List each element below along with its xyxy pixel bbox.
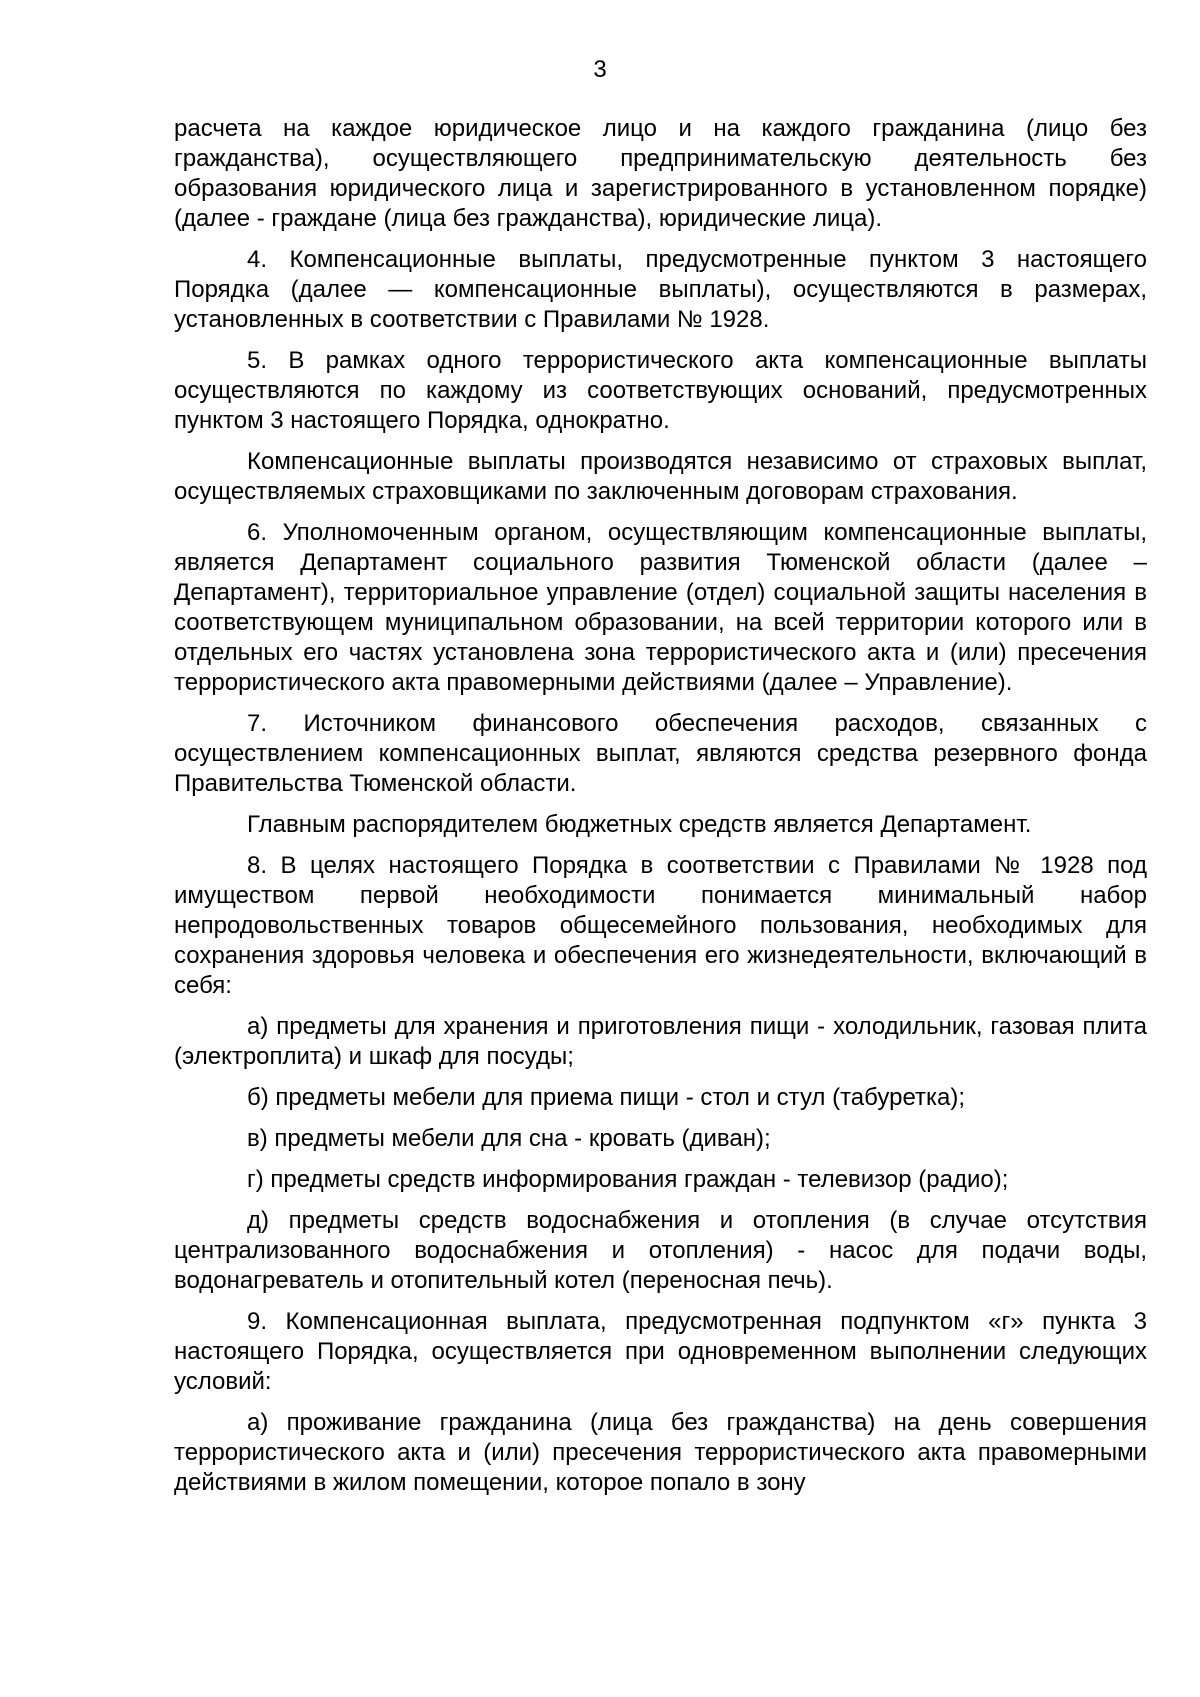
paragraph-item-7: 7. Источником финансового обеспечения расходов, связанных с осуществлением компенсационных выплат, являются средства резервного фонда Правительства Тюменской области. bbox=[174, 710, 1147, 797]
paragraph-item-8: 8. В целях настоящего Порядка в соответствии с Правилами № 1928 под имуществом первой необходимости понимается минимальный набор непродовольственных товаров общесемейного пользования, необходимых для сохранения здоровья человека и обеспечения его жизнедеятельности, включающий в себя: bbox=[174, 852, 1147, 999]
subitem-8d: д) предметы средств водоснабжения и отопления (в случае отсутствия централизованного водоснабжения и отопления) - насос для подачи воды, водонагреватель и отопительный котел (переносная печь). bbox=[174, 1207, 1147, 1294]
subitem-8g: г) предметы средств информирования граждан - телевизор (радио); bbox=[247, 1166, 1009, 1193]
subitem-8b: б) предметы мебели для приема пищи - стол и стул (табуретка); bbox=[247, 1084, 966, 1111]
paragraph-item-5: 5. В рамках одного террористического акта компенсационные выплаты осуществляются по каждому из соответствующих оснований, предусмотренных пунктом 3 настоящего Порядка, однократно. bbox=[174, 347, 1147, 434]
subitem-8v: в) предметы мебели для сна - кровать (диван); bbox=[247, 1125, 771, 1152]
subitem-9a: а) проживание гражданина (лица без гражданства) на день совершения террористического акта и (или) пресечения террористического акта правомерными действиями в жилом помещении, которое попало в зону bbox=[174, 1409, 1147, 1496]
paragraph-item-7-note: Главным распорядителем бюджетных средств является Департамент. bbox=[247, 811, 1032, 838]
page-number: 3 bbox=[593, 56, 607, 83]
paragraph-continuation: расчета на каждое юридическое лицо и на каждого гражданина (лицо без гражданства), осуществляющего предпринимательскую деятельность без образования юридического лица и зарегистрированного в установленном порядке) (далее - граждане (лица без гражданства), юридические лица). bbox=[174, 115, 1147, 232]
paragraph-item-6: 6. Уполномоченным органом, осуществляющим компенсационные выплаты, является Департамент социального развития Тюменской области (далее – Департамент), территориальное управление (отдел) социальной защиты населения в соответствующем муниципальном образовании, на всей территории которого или в отдельных его частях установлена зона террористического акта и (или) пресечения террористического акта правомерными действиями (далее – Управление). bbox=[174, 519, 1147, 696]
paragraph-item-5-note: Компенсационные выплаты производятся независимо от страховых выплат, осуществляемых страховщиками по заключенным договорам страхования. bbox=[174, 448, 1147, 505]
paragraph-item-9: 9. Компенсационная выплата, предусмотренная подпунктом «г» пункта 3 настоящего Порядка, осуществляется при одновременном выполнении следующих условий: bbox=[174, 1308, 1147, 1395]
subitem-8a: а) предметы для хранения и приготовления пищи - холодильник, газовая плита (электроплита) и шкаф для посуды; bbox=[174, 1013, 1147, 1070]
document-body bbox=[174, 114, 1147, 1509]
paragraph-item-4: 4. Компенсационные выплаты, предусмотренные пунктом 3 настоящего Порядка (далее — компенсационные выплаты), осуществляются в размерах, установленных в соответствии с Правилами № 1928. bbox=[174, 246, 1147, 333]
